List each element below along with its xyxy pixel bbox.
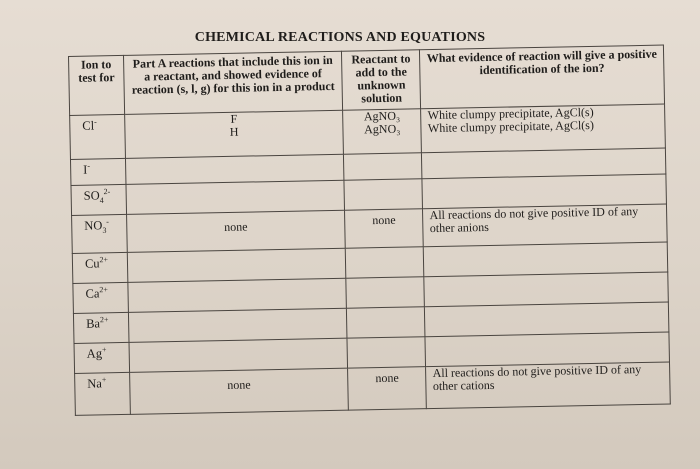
part-a-cell: none <box>130 368 349 414</box>
ion-charge: 2+ <box>99 315 109 325</box>
reactant-cell: none <box>345 209 424 248</box>
ion-cell <box>73 312 129 343</box>
ion-cell <box>72 252 128 283</box>
reactant-cell <box>346 277 425 308</box>
ion-symbol: Cl <box>82 118 95 133</box>
reactant-cell <box>347 337 426 368</box>
ion-symbol: Ca <box>85 286 100 301</box>
evidence-cell <box>424 242 668 277</box>
ion-charge: + <box>101 375 107 385</box>
ion-symbol: Ba <box>86 316 101 331</box>
ion-subscript: 4 <box>99 195 104 205</box>
reactant-cell: AgNO₃ AgNO₃ <box>343 109 422 154</box>
ion-cell <box>71 184 127 215</box>
ion-cell <box>70 114 126 159</box>
ion-symbol: SO <box>83 188 100 203</box>
evidence-cell: All reactions do not give positive ID of any other cations <box>426 362 670 409</box>
table-container <box>68 45 672 461</box>
evidence-cell: All reactions do not give positive ID of any other anions <box>423 204 667 247</box>
reactant-cell <box>344 179 423 210</box>
reactant-cell <box>345 247 424 278</box>
evidence-cell <box>425 302 669 337</box>
reactions-table <box>68 45 671 416</box>
ion-charge: - <box>106 217 110 227</box>
part-a-cell <box>128 278 347 312</box>
part-a-cell: F H <box>125 110 344 158</box>
header-part-a: Part A reactions that include this ion in a reactant, and showed evidence of reaction (s, l, g) for this ion in a product <box>124 51 343 114</box>
ion-charge: + <box>101 345 107 355</box>
ion-cell <box>70 158 126 185</box>
ion-cell <box>75 372 131 415</box>
reactant-cell <box>347 307 426 338</box>
reactant-cell: none <box>348 367 427 410</box>
evidence-cell <box>424 272 668 307</box>
ion-symbol: NO <box>84 218 103 233</box>
header-evidence: What evidence of reaction will give a positive identification of the ion? <box>420 45 665 109</box>
page-title: CHEMICAL REACTIONS AND EQUATIONS <box>194 30 486 45</box>
part-a-cell <box>127 248 346 282</box>
part-a-cell <box>128 308 347 342</box>
ion-charge: - <box>93 117 97 127</box>
reactant-cell <box>344 153 423 180</box>
ion-charge: - <box>87 161 91 171</box>
ion-charge: 2- <box>103 187 111 197</box>
ion-symbol: I <box>83 162 88 177</box>
ion-cell <box>72 214 128 253</box>
ion-symbol: Ag <box>86 346 103 361</box>
ion-charge: 2+ <box>99 285 108 295</box>
ion-symbol: Cu <box>84 256 100 271</box>
ion-cell <box>73 282 129 313</box>
part-a-cell <box>126 180 345 214</box>
header-ion: Ion to test for <box>69 55 125 115</box>
header-reactant: Reactant to add to the unknown solution <box>342 50 421 110</box>
ion-charge: 2+ <box>99 255 109 265</box>
evidence-cell: White clumpy precipitate, AgCl(s) White clumpy precipitate, AgCl(s) <box>421 104 665 153</box>
ion-cell <box>74 342 130 373</box>
ion-symbol: Na <box>87 376 103 391</box>
part-a-cell: none <box>127 210 346 252</box>
ion-subscript: 3 <box>102 225 107 235</box>
table-body <box>70 104 671 415</box>
part-a-cell <box>129 338 348 372</box>
